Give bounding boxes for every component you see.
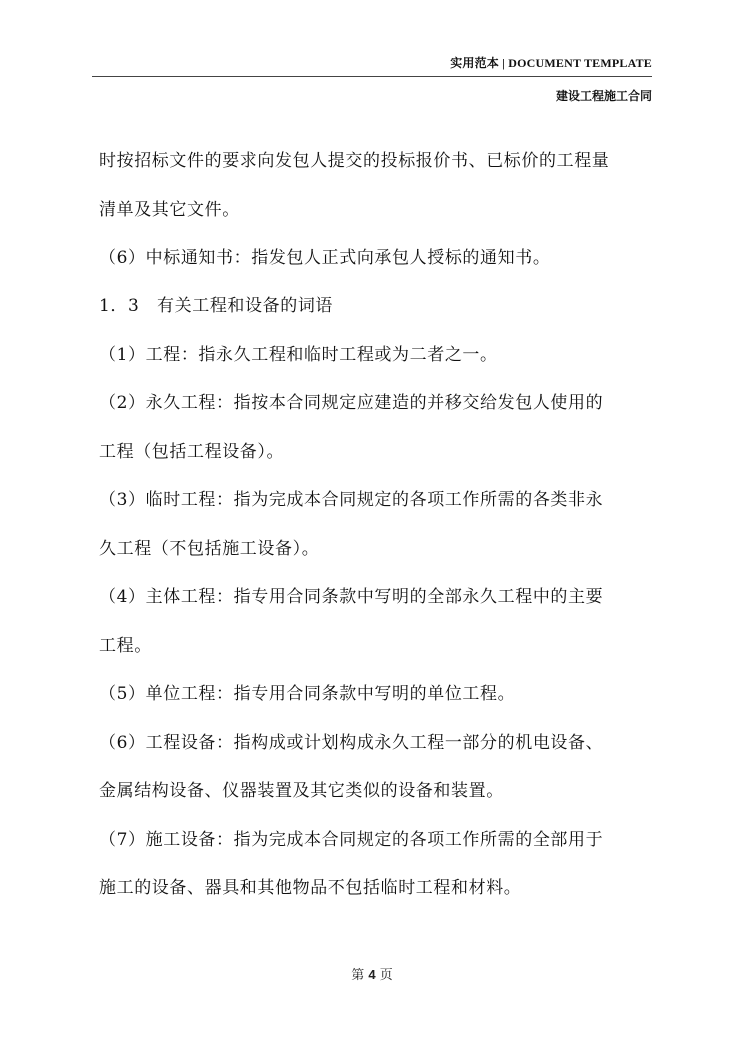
body-line: （6）中标通知书：指发包人正式向承包人授标的通知书。 [99,248,551,268]
page-footer [0,964,744,983]
body-line: （4）主体工程：指专用合同条款中写明的全部永久工程中的主要 [99,587,604,607]
footer-suffix: 页 [379,968,393,983]
body-line: 工程（包括工程设备）。 [99,442,285,462]
page-number: 4 [368,967,376,982]
body-line: （3）临时工程：指为完成本合同规定的各项工作所需的各类非永 [99,490,604,510]
body-line: （6）工程设备：指构成或计划构成永久工程一部分的机电设备、 [99,733,604,753]
section-heading: 1．3 有关工程和设备的词语 [99,296,334,316]
footer-prefix: 第 [351,968,365,983]
document-title: 建设工程施工合同 [555,89,652,103]
body-line: （7）施工设备：指为完成本合同规定的各项工作所需的全部用于 [99,830,604,850]
body-line: 久工程（不包括施工设备）。 [99,539,320,559]
body-line: 金属结构设备、仪器装置及其它类似的设备和装置。 [99,781,504,801]
body-line: 施工的设备、器具和其他物品不包括临时工程和材料。 [99,878,522,898]
body-line: （5）单位工程：指专用合同条款中写明的单位工程。 [99,684,516,704]
body-line: （1）工程：指永久工程和临时工程或为二者之一。 [99,345,498,365]
header-title: 实用范本 | DOCUMENT TEMPLATE [450,56,652,70]
body-line: 工程。 [99,636,152,656]
body-line: （2）永久工程：指按本合同规定应建造的并移交给发包人使用的 [99,393,604,413]
header-divider [92,76,652,77]
body-line: 清单及其它文件。 [99,200,240,220]
body-line: 时按招标文件的要求向发包人提交的投标报价书、已标价的工程量 [99,151,610,171]
